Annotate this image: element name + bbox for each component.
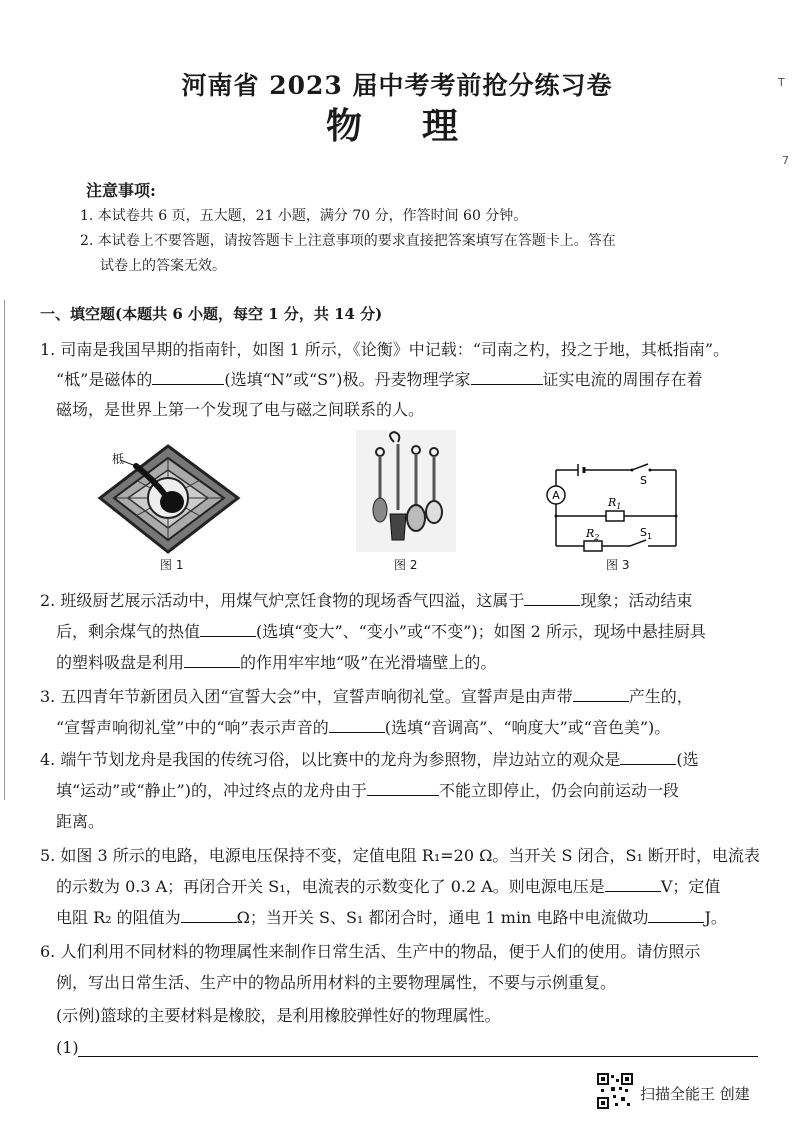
edge-mark-mid: 7	[782, 154, 789, 167]
q5-line-2	[56, 874, 720, 897]
figure-3-caption: 图 3	[606, 558, 630, 572]
scanner-watermark: 扫描全能王 创建	[640, 1085, 750, 1103]
q4-text-d: 不能立即停止，仍会向前运动一段	[438, 781, 679, 800]
q5-text-b: V；定值	[660, 877, 721, 896]
q6-answer-label: (1)	[56, 1038, 79, 1057]
binding-line	[4, 300, 5, 800]
answer-blank	[367, 781, 439, 796]
q4-line-1	[40, 747, 699, 770]
q1-text-b: (选填“N”或“S”)极。丹麦物理学家	[224, 370, 471, 389]
q5-text-e: J。	[704, 908, 727, 927]
answer-blank	[605, 877, 661, 892]
q4-text-c: 填“运动”或“静止”)的，冲过终点的龙舟由于	[56, 781, 367, 800]
q2-text-f: 的作用牢牢地“吸”在光滑墙壁上的。	[240, 653, 497, 672]
figure-2-utensils	[356, 430, 456, 552]
q2-line-1	[40, 588, 692, 611]
answer-blank	[620, 750, 676, 765]
q3-text-c: “宣誓声响彻礼堂”中的“响”表示声音的	[56, 718, 329, 737]
q4-text-b: (选	[676, 750, 699, 769]
answer-line	[78, 1056, 758, 1057]
q1-line-3: 磁场，是世界上第一个发现了电与磁之间联系的人。	[56, 400, 425, 419]
q2-text-b: 现象；活动结束	[580, 591, 693, 610]
notes-item-1: 1. 本试卷共 6 页，五大题，21 小题，满分 70 分，作答时间 60 分钟。	[80, 208, 528, 224]
r2-label: $R_2$	[586, 527, 600, 542]
notes-item-2b: 试卷上的答案无效。	[100, 258, 226, 274]
answer-blank	[648, 908, 704, 923]
q3-text-a: 3. 五四青年节新团员入团“宣誓大会”中，宣誓声响彻礼堂。宣誓声是由声带	[40, 687, 573, 706]
q3-line-1	[40, 684, 693, 707]
answer-blank	[573, 687, 629, 702]
section-heading: 一、填空题(本题共 6 小题，每空 1 分，共 14 分)	[40, 305, 383, 323]
q5-text-d: Ω；当开关 S、S₁ 都闭合时，通电 1 min 电路中电流做功	[236, 908, 649, 927]
q2-line-3	[56, 650, 496, 673]
answer-blank	[524, 591, 580, 606]
switch-s1-label: $S_1$	[640, 526, 653, 541]
answer-blank	[152, 370, 224, 385]
q6-line-1: 6. 人们利用不同材料的物理属性来制作日常生活、生产中的物品，便于人们的使用。请仿照示	[40, 942, 701, 961]
q5-line-1: 5. 如图 3 所示的电路，电源电压保持不变，定值电阻 R₁=20 Ω。当开关 S 闭合，S₁ 断开时，电流表	[40, 846, 760, 865]
q2-text-e: 的塑料吸盘是利用	[56, 653, 185, 672]
q5-text-a: 的示数为 0.3 A；再闭合开关 S₁，电流表的示数变化了 0.2 A。则电源电压是	[56, 877, 605, 896]
figure-1-label: 柢	[112, 452, 125, 466]
q5-line-3	[56, 905, 727, 928]
q3-text-d: (选填“音调高”、“响度大”或“音色美”)。	[384, 718, 671, 737]
q2-text-c: 后，剩余煤气的热值	[56, 622, 201, 641]
qr-code-icon	[597, 1073, 633, 1109]
q2-text-a: 2. 班级厨艺展示活动中，用煤气炉烹饪食物的现场香气四溢，这属于	[40, 591, 525, 610]
figure-1-caption: 图 1	[160, 558, 184, 572]
ammeter-label: A	[552, 489, 560, 502]
answer-blank	[184, 653, 240, 668]
answer-blank	[471, 370, 543, 385]
q4-line-3: 距离。	[56, 812, 105, 831]
q1-text-c: 证实电流的周围存在着	[542, 370, 703, 389]
q1-line-1: 1. 司南是我国早期的指南针，如图 1 所示，《论衡》中记载：“司南之杓，投之于地，其柢指南”。	[40, 340, 730, 359]
notes-title: 注意事项:	[86, 181, 156, 200]
q4-text-a: 4. 端午节划龙舟是我国的传统习俗，以比赛中的龙舟为参照物，岸边站立的观众是	[40, 750, 621, 769]
q3-line-2	[56, 715, 670, 738]
exam-title: 河南省 2023 届中考考前抢分练习卷	[181, 71, 613, 100]
q5-text-c: 电阻 R₂ 的阻值为	[56, 908, 181, 927]
q4-line-2	[56, 778, 679, 801]
subject-title: 物理	[325, 105, 518, 147]
q1-text-a: “柢”是磁体的	[56, 370, 153, 389]
r1-label: $R_1$	[608, 496, 622, 511]
q2-text-d: (选填“变大”、“变小”或“不变”)；如图 2 所示，现场中悬挂厨具	[256, 622, 706, 641]
q1-line-2	[56, 367, 703, 390]
figure-3-circuit	[544, 462, 684, 556]
q6-line-2: 例，写出日常生活、生产中的物品所用材料的主要物理属性，不要与示例重复。	[56, 973, 617, 992]
figure-2-caption: 图 2	[394, 558, 418, 572]
q3-text-b: 产生的，	[628, 687, 693, 706]
q2-line-2	[56, 619, 706, 642]
edge-mark-top: T	[778, 76, 785, 89]
answer-blank	[200, 622, 256, 637]
notes-item-2a: 2. 本试卷上不要答题，请按答题卡上注意事项的要求直接把答案填写在答题卡上。答在	[80, 233, 616, 249]
q6-example: (示例)篮球的主要材料是橡胶，是利用橡胶弹性好的物理属性。	[56, 1006, 501, 1025]
switch-s-label: S	[640, 474, 647, 487]
answer-blank	[329, 718, 385, 733]
answer-blank	[181, 908, 237, 923]
